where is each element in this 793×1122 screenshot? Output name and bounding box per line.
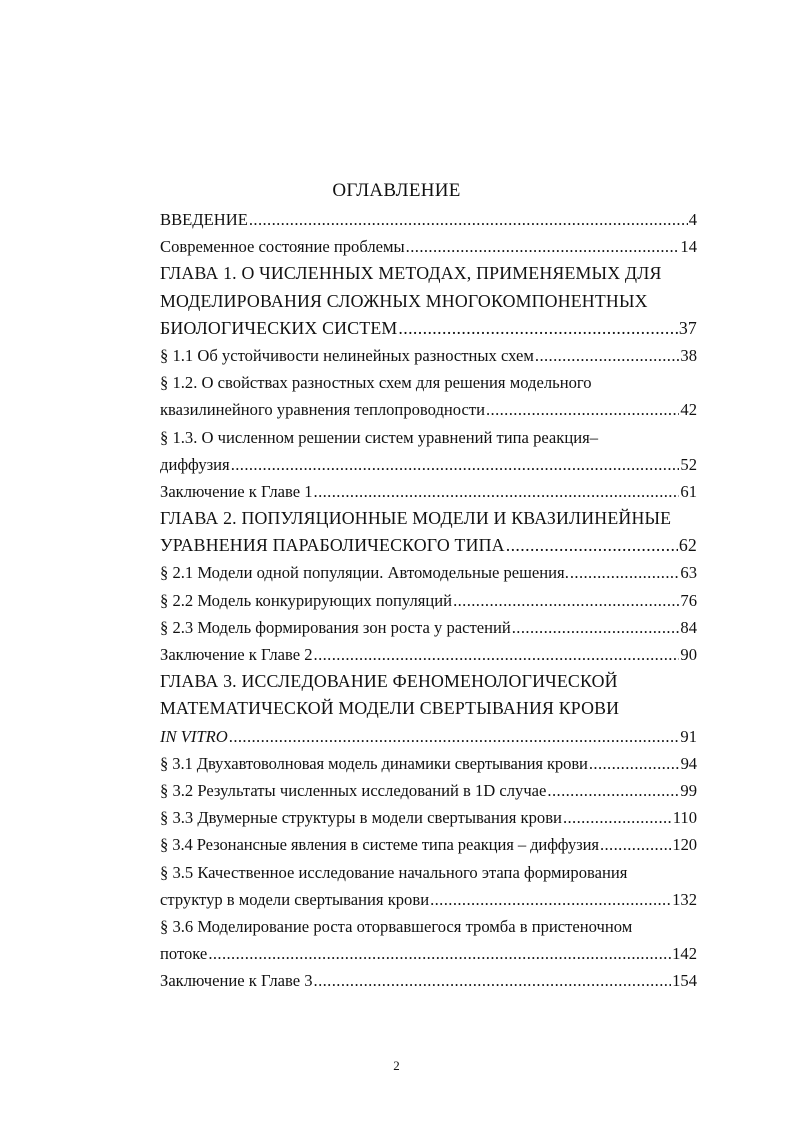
toc-entry-text: Заключение к Главе 1: [160, 481, 313, 501]
toc-entry-2-3[interactable]: [160, 614, 697, 641]
toc-entry-text: МАТЕМАТИЧЕСКОЙ МОДЕЛИ СВЕРТЫВАНИЯ КРОВИ: [160, 698, 620, 719]
toc-entry-text: структур в модели свертывания крови: [160, 889, 430, 909]
toc-entry-current-state[interactable]: [160, 233, 697, 260]
toc-entry-page: 91: [680, 726, 697, 746]
toc-entry-page: 94: [680, 753, 697, 773]
toc-entry-page: 120: [672, 835, 697, 855]
toc-entry-3-1[interactable]: [160, 750, 697, 777]
toc-entry-page: 76: [680, 590, 697, 610]
toc-entry-conclusion-2[interactable]: [160, 641, 697, 668]
toc-entry-text: § 2.3 Модель формирования зон роста у растений: [160, 617, 511, 637]
toc-entry-text: ГЛАВА 3. ИССЛЕДОВАНИЕ ФЕНОМЕНОЛОГИЧЕСКОЙ: [160, 671, 618, 692]
toc-entry-page: 84: [680, 617, 697, 637]
dot-leader: [453, 587, 679, 614]
dot-leader: [535, 342, 680, 369]
toc-entry-text: ВВЕДЕНИЕ: [160, 210, 248, 229]
dot-leader: [314, 967, 672, 994]
toc-entry-text: § 3.6 Моделирование роста оторвавшегося тромба в пристеночном: [160, 916, 633, 936]
toc-entry-3-6-line-1[interactable]: [160, 913, 697, 940]
toc-entry-page: 52: [680, 454, 697, 474]
toc-chapter-1-line-2[interactable]: [160, 288, 697, 315]
page-number: 2: [393, 1058, 400, 1073]
toc-entry-2-1[interactable]: [160, 559, 697, 586]
toc-entry-page: 4: [688, 210, 697, 229]
toc-entry-page: 37: [678, 317, 697, 338]
toc-entry-conclusion-3[interactable]: [160, 967, 697, 994]
toc-entry-text: квазилинейного уравнения теплопроводности: [160, 400, 485, 420]
toc-entry-page: 63: [680, 563, 697, 583]
toc-entry-page: 42: [680, 400, 697, 420]
toc-chapter-3-line-2[interactable]: [160, 695, 697, 722]
dot-leader: [589, 750, 680, 777]
toc-entry-page: 90: [680, 645, 697, 664]
toc-entry-text: УРАВНЕНИЯ ПАРАБОЛИЧЕСКОГО ТИПА: [160, 535, 505, 556]
toc-entry-3-4[interactable]: [160, 831, 697, 858]
dot-leader: [398, 315, 677, 342]
toc-entry-2-2[interactable]: [160, 587, 697, 614]
toc-entry-3-6-line-2[interactable]: [160, 940, 697, 967]
dot-leader: [547, 777, 679, 804]
toc-entry-page: 14: [680, 237, 697, 257]
toc-entry-text: § 2.2 Модель конкурирующих популяций: [160, 590, 453, 610]
toc-chapter-2-line-1[interactable]: [160, 505, 697, 532]
toc-entry-3-5-line-2[interactable]: [160, 886, 697, 913]
toc-entry-text: ГЛАВА 2. ПОПУЛЯЦИОННЫЕ МОДЕЛИ И КВАЗИЛИНЕЙНЫЕ: [160, 508, 672, 529]
toc-entry-text: БИОЛОГИЧЕСКИХ СИСТЕМ: [160, 317, 398, 338]
toc-chapter-1-line-1[interactable]: [160, 260, 697, 287]
toc-chapter-1-line-3[interactable]: [160, 315, 697, 342]
toc-entry-text: IN VITRO: [160, 726, 228, 746]
toc-entry-page: 142: [672, 944, 697, 964]
toc-entry-page: 61: [680, 481, 697, 501]
toc-entry-3-5-line-1[interactable]: [160, 859, 697, 886]
toc-entry-1-2-line-1[interactable]: [160, 369, 697, 396]
dot-leader: [314, 478, 680, 505]
dot-leader: [231, 451, 680, 478]
toc-heading: ОГЛАВЛЕНИЕ: [332, 180, 461, 201]
toc-entry-text: Заключение к Главе 3: [160, 971, 313, 991]
toc-entry-1-2-line-2[interactable]: [160, 396, 697, 423]
toc-entry-page: 38: [680, 345, 697, 365]
dot-leader: [512, 614, 680, 641]
toc-chapter-2-line-2[interactable]: [160, 532, 697, 559]
dot-leader: [314, 641, 680, 668]
toc-entry-3-2[interactable]: [160, 777, 697, 804]
toc-entry-text: диффузия: [160, 454, 230, 474]
dot-leader: [486, 396, 679, 423]
toc-entry-text: МОДЕЛИРОВАНИЯ СЛОЖНЫХ МНОГОКОМПОНЕНТНЫХ: [160, 290, 648, 311]
dot-leader: [430, 886, 671, 913]
toc-chapter-3-line-3[interactable]: [160, 723, 697, 750]
dot-leader: [208, 940, 671, 967]
toc-entry-1-3-line-1[interactable]: [160, 424, 697, 451]
toc-entry-text: § 3.4 Резонансные явления в системе типа реакция – диффузия: [160, 835, 599, 855]
toc-entry-page: 110: [672, 808, 697, 828]
dot-leader: [563, 804, 672, 831]
toc-entry-1-3-line-2[interactable]: [160, 451, 697, 478]
toc-entry-page: 99: [680, 780, 697, 800]
dot-leader: [229, 723, 680, 750]
toc-entry-text: § 3.2 Результаты численных исследований в 1D случае: [160, 780, 547, 800]
toc-entry-page: 154: [672, 971, 697, 991]
toc-entry-text: § 3.1 Двухавтоволновая модель динамики свертывания крови: [160, 753, 588, 773]
toc-chapter-3-line-1[interactable]: [160, 668, 697, 695]
toc-entry-introduction[interactable]: [160, 206, 697, 233]
dot-leader: [600, 831, 671, 858]
table-of-contents: [160, 206, 697, 994]
toc-entry-text: § 2.1 Модели одной популяции. Автомодельные решения.: [160, 563, 569, 583]
toc-entry-text: Современное состояние проблемы: [160, 237, 405, 257]
dot-leader: [570, 559, 680, 586]
toc-entry-text: § 3.3 Двумерные структуры в модели свертывания крови: [160, 808, 562, 828]
toc-entry-text: § 3.5 Качественное исследование начального этапа формирования: [160, 862, 628, 882]
toc-entry-text: Заключение к Главе 2: [160, 645, 313, 664]
dot-leader: [249, 206, 688, 233]
toc-entry-text: § 1.3. О численном решении систем уравнений типа реакция–: [160, 427, 599, 447]
toc-entry-conclusion-1[interactable]: [160, 478, 697, 505]
dot-leader: [506, 532, 678, 559]
toc-entry-3-3[interactable]: [160, 804, 697, 831]
toc-entry-page: 132: [672, 889, 697, 909]
toc-entry-page: 62: [678, 535, 697, 556]
dot-leader: [406, 233, 680, 260]
toc-entry-text: § 1.1 Об устойчивости нелинейных разностных схем: [160, 345, 534, 365]
toc-entry-text: ГЛАВА 1. О ЧИСЛЕННЫХ МЕТОДАХ, ПРИМЕНЯЕМЫХ ДЛЯ: [160, 263, 662, 284]
toc-entry-1-1[interactable]: [160, 342, 697, 369]
toc-entry-text: § 1.2. О свойствах разностных схем для решения модельного: [160, 373, 592, 393]
toc-entry-text: потоке: [160, 944, 208, 964]
